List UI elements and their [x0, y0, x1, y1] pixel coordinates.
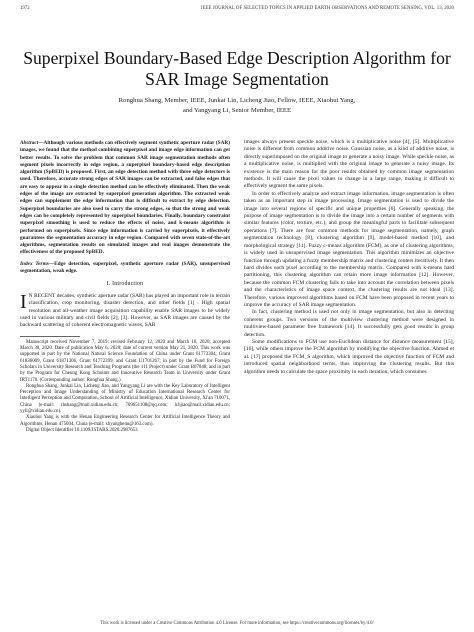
author-line-2: and Yangyang Li, Senior Member, IEEE: [182, 106, 292, 114]
paper-title: Superpixel Boundary-Based Edge Description Algorithm for SAR Image Segmentation: [23, 48, 451, 89]
right-column: [244, 139, 454, 376]
footnotes: [20, 340, 230, 434]
page-number: 1972: [20, 6, 30, 11]
index-terms-text: Edge detection, superpixel, synthetic aperture radar (SAR), unsupervised segmentation, weak edge.: [20, 260, 230, 275]
footnote-doi: Digital Object Identifier 10.1109/JSTARS.2020.2987653: [26, 427, 138, 433]
paragraph: In fact, clustering method is used not only in image segmentation, but also in detecting coherent groups. Two versions of the multiview clustering method were designed in multiview-based parameter free framework [14]. It successfully gets good results in group detection.: [244, 309, 454, 338]
footnote-divider: [20, 336, 80, 337]
abstract: [20, 140, 230, 257]
index-terms: [20, 261, 230, 276]
left-column: [20, 140, 230, 434]
footnote-manuscript: Manuscript received November 7, 2019; revised February 12, 2020 and March 16, 2020; accepted March 30, 2020. Date of publication May 6, 2020; date of current version May 21, 2020. This work was supported in part by the National Natural Science Foundation of China under Grant 61773304, Grant 61836009, Grant 61871306, Grant 61772399, and Grant U1701267; in part by the Fund for Foreign Scholars in University Research and Teaching Programs (the 111 Project) under Grant B07048; and in part by the Program for Cheung Kong Scholars and Innovative Research Team in University under Grant IRT1170. (Corresponding author: Ronghua Shang.): [20, 339, 230, 383]
license-footer: This work is licensed under a Creative Commons Attribution 4.0 License. For more information, see https://creativecommons.org/licenses/by/4.0/: [100, 621, 374, 626]
author-line-1: Ronghua Shang, Member, IEEE, Junkai Lin, Licheng Jiao, Fellow, IEEE, Xiaohui Yang,: [118, 97, 356, 104]
footnote-affiliation-2: Xiaohui Yang is with the Henan Engineering Research Center for Artificial Intelligence Theory and Algorithms, Henan 475004, China (e-mail: xhyanghenu@163.com).: [20, 415, 230, 427]
journal-name: IEEE JOURNAL OF SELECTED TOPICS IN APPLIED EARTH OBSERVATIONS AND REMOTE SENSING, VOL. 13, 2020: [200, 6, 454, 11]
intro-paragraph: N RECENT decades, synthetic aperture radar (SAR) has played an important role in terrain classification, crop monitoring, disaster detection, and other fields [1] . High spatial resolution and all-weather image acquisition capability enable SAR images to be widely used in various military and civil fields [2], [3]. However, as SAR images are caused by the backward scattering of coherent electromagnetic waves, SAR: [20, 292, 230, 329]
abstract-label: Abstract—: [20, 140, 44, 146]
paragraph: In order to effectively analyze and extract image information, image segmentation is often taken as an important step in image processing. Image segmentation is used to divide the image into several regions of specific and unique properties [6]. Generally speaking, the purpose of image segmentation is to divide the image into a certain number of segments with similar features (color, texture, etc.), and group the meaningful parts to facilitate subsequent operations [7]. There are four common methods for image segmentation, namely, graph segmentation technology [8], clustering algorithm [9], model-based method [10], and morphological strategy [11]. Fuzzy c-means algorithm (FCM), as one of clustering algorithms, is widely used in unsupervised image segmentation. This algorithm minimizes an objective function through updating a fuzzy membership matrix and clustering centers iteratively. It then hard divides each pixel according to the membership matrix. Compared with k-means hard partitioning, this clustering algorithm can retain more image information [12]. However, because the common FCM clustering fails to take into account the correlation between pixels and the characteristics of image space context, the clustering results are not ideal [13]. Therefore, various improved algorithms based on FCM have been proposed in recent years to improve the accuracy of SAR image segmentation.: [244, 190, 454, 308]
abstract-text: Although various methods can effectively segment synthetic aperture radar (SAR) images, we found that the method combining superpixel and image edge information can get better results. To solve the problem that common SAR image segmentation methods often segment pixels incorrectly in edge region, a superpixel boundary-based edge description algorithm (SpBED) is proposed. First, an edge detection method with three edge detectors is used. Therefore, accurate strong edges of SAR images can be extracted, and false edges that are easy to appear in a single detection method can be effectively eliminated. Then the weak edges of the image are extracted by superpixel generation algorithm. The extracted weak edges can supplement the edge information that is difficult to extract by edge detection. Superpixel boundaries are also used to carry the strong edges, so that the strong and weak edges can be completely represented by superpixel boundaries. Finally, boundary constraint superpixel smoothing is used to reduce the effects of noise, and k-means algorithm is performed on superpixels. Since edge information is carried by superpixels, it effectively guarantees the segmentation accuracy in edge region. Compared with seven state-of-the-art algorithms, segmentation results on simulated images and real images demonstrate the effectiveness of the proposed SpBED.: [20, 140, 230, 256]
drop-cap: I: [20, 290, 27, 313]
paragraph: Some modifications to FCM use non-Euclidean distance for distance measurement [15], [16], while others improve the FCM algorithm by modifying the objective function. Ahmed et al. [17] proposed the FCM_S algorithm, which improved the objective function of FCM and introduced spatial neighborhood terms, thus improving the clustering results. But this algorithm needs to calculate the space proximity in each iteration, which consumes: [244, 338, 454, 375]
author-list: [20, 96, 454, 115]
index-terms-label: Index Terms—: [20, 260, 55, 267]
introduction-text: [20, 290, 230, 330]
footnote-affiliation-1: Ronghua Shang, Junkai Lin, Licheng Jiao, and Yangyang Li are with the Key Laboratory of Intelligent Perception and Image Understanding of Ministry of Education International Research Center for Intelligent Perception and Computation, School of Artificial Intelligence, Xidian University, Xi'an 710071, China (e-mail: rhshang@mail.xidian.edu.cn; 709651108@qq.com; lchjiao@mail.xidian.edu.cn; yyli@xidian.edu.cn).: [20, 383, 230, 415]
section-heading-introduction: I. Introduction: [106, 281, 144, 288]
paragraph: images always present speckle noise, which is a multiplicative noise [4], [5]. Multiplicative noise is different from common additive noise. Gaussian noise, as a kind of additive noise, is directly superimposed on the original image to generate a noisy image. While speckle noise, as a multiplicative noise, is multiplied with the original image to generate a noisy image. Its existence is the main reason for the poor results obtained by common image segmentation methods. It will cause the pixel values to change in a large range, making it difficult to effectively segment the same pixels.: [244, 139, 454, 190]
